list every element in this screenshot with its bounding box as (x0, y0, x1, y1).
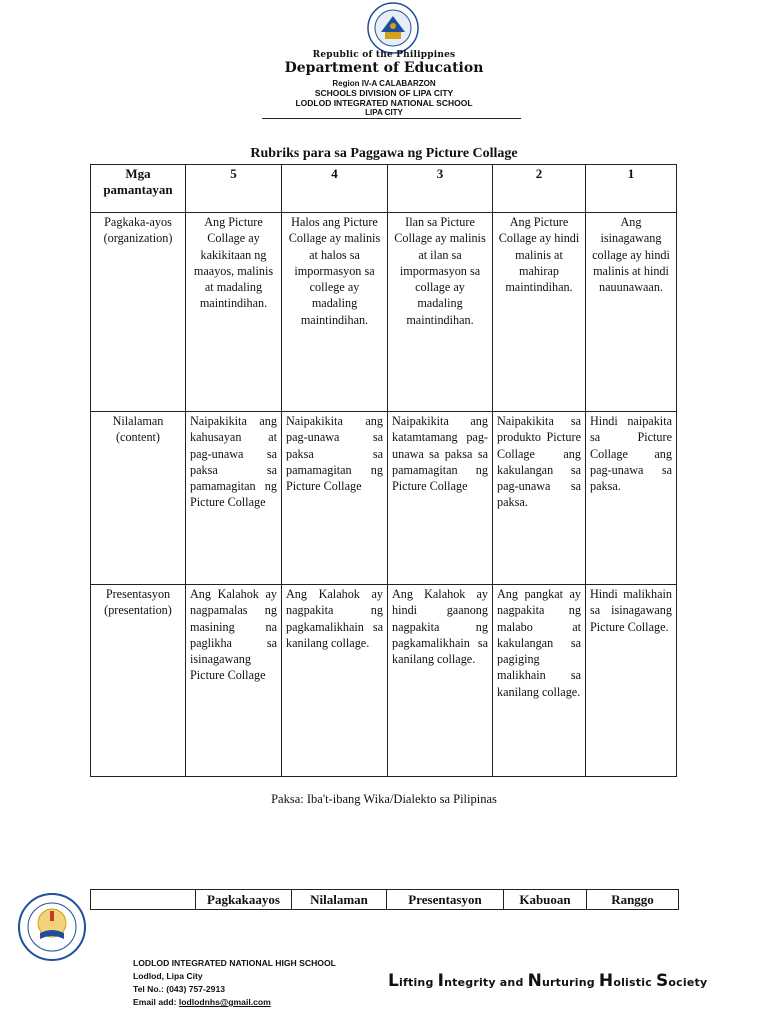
footer-address: Lodlod, Lipa City (133, 971, 203, 981)
motto-word: and (499, 976, 524, 989)
header-score-2: 2 (493, 165, 586, 213)
rubric-cell: Naipakikita ang katamtamang pag-unawa sa paksa sa pamamagitan ng Picture Collage (388, 412, 493, 585)
rubric-cell: Ang Kalahok ay hindi gaanong nagpakita ng pagkamalikhain sa kanilang collage. (388, 585, 493, 777)
footer-email-line (133, 997, 271, 1007)
rubric-cell: Ang Picture Collage ay kakikitaan ng maayos, malinis at madaling maintindihan. (186, 213, 282, 412)
score-header-content: Nilalaman (292, 890, 387, 910)
header-score-5: 5 (186, 165, 282, 213)
rubric-cell: Ilan sa Picture Collage ay malinis at ilan sa impormasyon sa collage ay madaling maintindihan. (388, 213, 493, 412)
school-seal-icon (18, 893, 86, 961)
rubric-row-content (91, 412, 677, 585)
score-header-blank (91, 890, 196, 910)
rubric-cell: Ang Kalahok ay nagpakita ng pagkamalikhain sa kanilang collage. (282, 585, 388, 777)
motto-word: Nurturing (527, 971, 595, 991)
criterion-cell: Presentasyon (presentation) (91, 585, 186, 777)
score-header-rank: Ranggo (587, 890, 679, 910)
header-divider (262, 118, 521, 119)
rubric-cell: Ang isinagawang collage ay hindi malinis at hindi nauunawaan. (586, 213, 677, 412)
division-text: SCHOOLS DIVISION OF LIPA CITY (314, 88, 454, 98)
score-header-organization: Pagkakaayos (196, 890, 292, 910)
score-header-total: Kabuoan (504, 890, 587, 910)
score-header-row (91, 890, 679, 910)
rubric-cell: Ang Picture Collage ay hindi malinis at mahirap maintindihan. (493, 213, 586, 412)
criterion-cell: Nilalaman (content) (91, 412, 186, 585)
school-text: LODLOD INTEGRATED NATIONAL SCHOOL (295, 98, 473, 108)
criterion-cell: Pagkaka-ayos (organization) (91, 213, 186, 412)
topic-text: Paksa: Iba't-ibang Wika/Dialekto sa Pilipinas (271, 792, 497, 806)
school-motto (388, 971, 707, 991)
rubric-cell: Halos ang Picture Collage ay malinis at halos sa impormasyon sa college ay madaling maintindihan. (282, 213, 388, 412)
rubric-row-organization (91, 213, 677, 412)
deped-seal-icon (367, 2, 419, 54)
city-text: LIPA CITY (365, 108, 403, 117)
document-title: Rubriks para sa Paggawa ng Picture Collage (250, 146, 518, 161)
motto-word: Holistic (598, 971, 652, 991)
rubric-cell: Ang Kalahok ay nagpamalas ng masining na paglikha sa isinagawang Picture Collage (186, 585, 282, 777)
header-score-1: 1 (586, 165, 677, 213)
rubric-cell: Naipakikita ang kahusayan at pag-unawa sa paksa sa pamamagitan ng Picture Collage (186, 412, 282, 585)
rubric-cell: Naipakikita ang pag-unawa sa paksa sa pamamagitan ng Picture Collage (282, 412, 388, 585)
rubric-cell: Hindi naipakita sa Picture Collage ang pag-unawa sa paksa. (586, 412, 677, 585)
rubric-cell: Naipakikita sa produkto Picture Collage ang kakulangan sa pag-unawa sa paksa. (493, 412, 586, 585)
score-table (90, 889, 679, 910)
footer-email-link[interactable]: lodlodnhs@gmail.com (178, 997, 271, 1007)
footer-email-label: Email add: (133, 997, 177, 1007)
rubric-cell: Ang pangkat ay nagpakita ng malabo at kakulangan sa pagiging malikhain sa kanilang collage. (493, 585, 586, 777)
rubric-row-presentation (91, 585, 677, 777)
header-score-4: 4 (282, 165, 388, 213)
motto-word: Lifting (388, 971, 434, 991)
header-criteria: Mga pamantayan (91, 165, 186, 213)
rubric-cell: Hindi malikhain sa isinagawang Picture Collage. (586, 585, 677, 777)
header-score-3: 3 (388, 165, 493, 213)
rubric-header-row (91, 165, 677, 213)
footer-school-name: LODLOD INTEGRATED NATIONAL HIGH SCHOOL (133, 958, 336, 968)
score-header-presentation: Presentasyon (387, 890, 504, 910)
department-text: Department of Education (284, 60, 484, 76)
motto-word: Integrity (437, 971, 496, 991)
republic-text: Republic of the Philippines (312, 50, 456, 60)
region-text: Region IV-A CALABARZON (332, 79, 436, 88)
motto-word: Society (655, 971, 708, 991)
footer-tel: Tel No.: (043) 757-2913 (133, 984, 226, 994)
rubric-table (90, 164, 677, 777)
